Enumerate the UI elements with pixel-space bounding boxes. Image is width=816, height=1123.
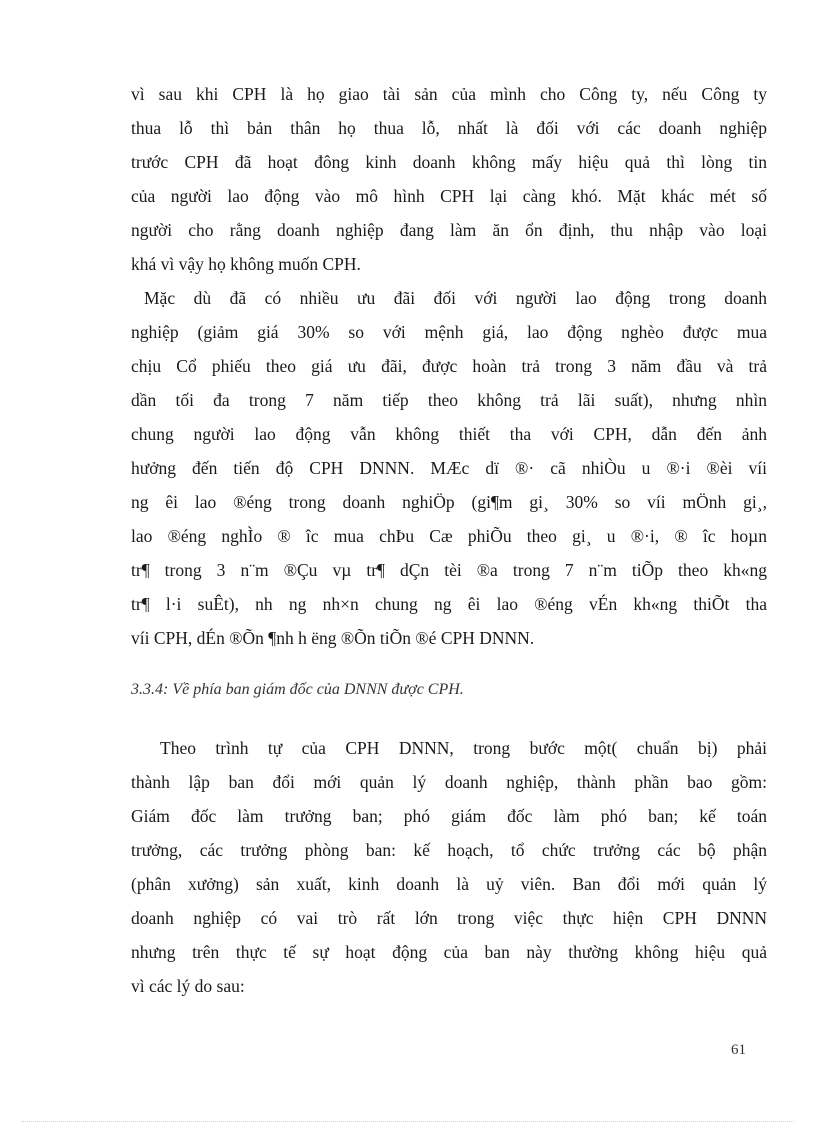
text-line: (phân xưởng) sản xuất, kinh doanh là uỷ viên. Ban đổi mới quản lý	[131, 874, 767, 894]
text-line: thua lỗ thì bản thân họ thua lỗ, nhất là đối với các doanh nghiệp	[131, 118, 767, 138]
text-line: trước CPH đã hoạt đông kinh doanh không mấy hiệu quả thì lòng tin	[131, 152, 767, 172]
text-line: lao ®éng nghÌo ® îc mua chÞu Cæ phiÕu theo gi¸ u ®·i, ® îc hoµn	[131, 526, 767, 546]
text-line: khá vì vậy họ không muốn CPH.	[131, 254, 361, 274]
text-line: nhưng trên thực tế sự hoạt động của ban này thường không hiệu quả	[131, 942, 767, 962]
text-line: vì sau khi CPH là họ giao tài sản của mình cho Công ty, nếu Công ty	[131, 84, 767, 104]
text-line: Giám đốc làm trưởng ban; phó giám đốc làm phó ban; kế toán	[131, 806, 767, 826]
text-line: tr¶ l·i suÊt), nh ng nh×n chung ng êi lao ®éng vÉn kh«ng thiÕt tha	[131, 594, 767, 614]
text-line: dần tối đa trong 7 năm tiếp theo không trả lãi suất), nhưng nhìn	[131, 390, 767, 410]
page-divider	[22, 1121, 794, 1122]
text-line: Theo trình tự của CPH DNNN, trong bước một( chuẩn bị) phải	[160, 738, 767, 758]
text-line: nghiệp (giảm giá 30% so với mệnh giá, lao động nghèo được mua	[131, 322, 767, 342]
text-line: ng êi lao ®éng trong doanh nghiÖp (gi¶m gi¸ 30% so víi mÖnh gi¸,	[131, 492, 767, 512]
text-line: thành lập ban đổi mới quản lý doanh nghiệp, thành phần bao gồm:	[131, 772, 767, 792]
text-line: vì các lý do sau:	[131, 976, 245, 996]
text-line: chung người lao động vẫn không thiết tha với CPH, dẫn đến ảnh	[131, 424, 767, 444]
body-paragraph	[131, 77, 767, 281]
section-heading: 3.3.4: Về phía ban giám đốc của DNNN được CPH.	[131, 681, 464, 698]
text-line: chịu Cổ phiếu theo giá ưu đãi, được hoàn trả trong 3 năm đầu và trả	[131, 356, 767, 376]
page-number: 61	[731, 1042, 746, 1058]
text-line: người cho rằng doanh nghiệp đang làm ăn ổn định, thu nhập vào loại	[131, 220, 767, 240]
text-line: trưởng, các trưởng phòng ban: kế hoạch, tổ chức trưởng các bộ phận	[131, 840, 767, 860]
text-line: của người lao động vào mô hình CPH lại càng khó. Mặt khác mét số	[131, 186, 767, 206]
text-line: Mặc dù đã có nhiều ưu đãi đối với người lao động trong doanh	[144, 288, 767, 308]
text-line: víi CPH, dÉn ®Õn ¶nh h ëng ®Õn tiÕn ®é CPH DNNN.	[131, 628, 535, 648]
body-paragraph	[131, 281, 767, 655]
body-paragraph	[131, 731, 767, 1003]
text-line: tr¶ trong 3 n¨m ®Çu vµ tr¶ dÇn tèi ®a trong 7 n¨m tiÕp theo kh«ng	[131, 560, 767, 580]
text-line: doanh nghiệp có vai trò rất lớn trong việc thực hiện CPH DNNN	[131, 908, 767, 928]
text-line: hưởng đến tiến độ CPH DNNN. MÆc dï ®· cã nhiÒu u ®·i ®èi víi	[131, 458, 767, 478]
